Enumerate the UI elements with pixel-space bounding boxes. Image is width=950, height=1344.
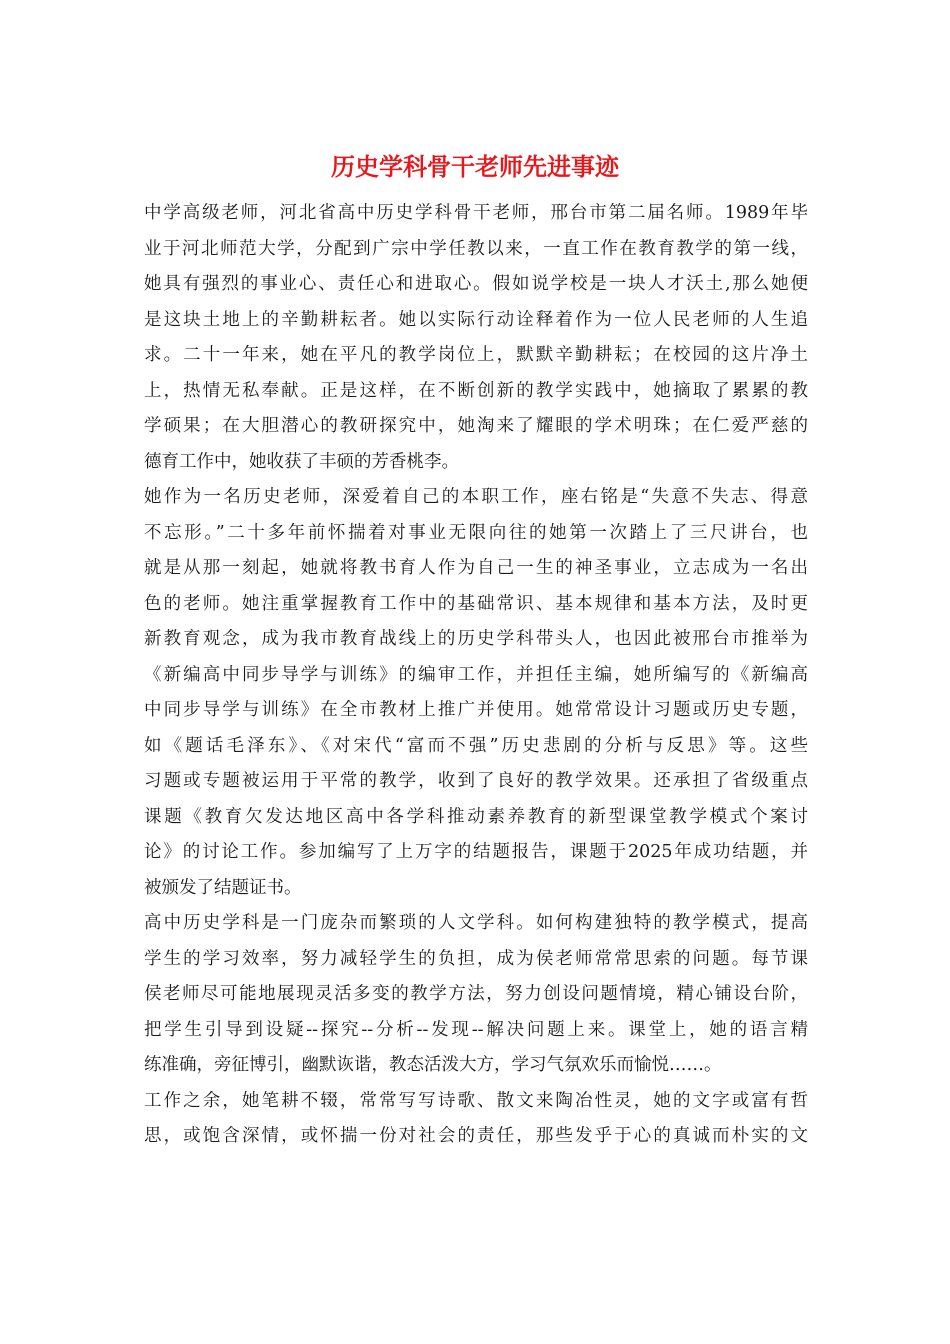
text-line: 练准确，旁征博引，幽默诙谐，教态活泼大方，学习气氛欢乐而愉悦……。 [144,1055,722,1075]
text-line: 她具有强烈的事业心、责任心和进取心。假如说学校是一块人才沃土,那么她便 [144,274,808,294]
text-line: 《新编高中同步导学与训练》的编审工作，并担任主编，她所编写的《新编高 [144,664,808,685]
text-line: 习题或专题被运用于平常的教学，收到了良好的教学效果。还承担了省级重点 [144,771,808,791]
text-line: 德育工作中，她收获了丰硕的芳香桃李。 [144,451,459,472]
text-line: 论》的讨论工作。参加编写了上万字的结题报告，课题于2025年成功结题，并 [144,842,808,862]
text-line: 是这块土地上的辛勤耕耘者。她以实际行动诠释着作为一位人民老师的人生追 [144,309,808,330]
text-line: 课题《教育欠发达地区高中各学科推动素养教育的新型课堂教学模式个案讨 [144,806,808,827]
text-line: 中同步导学与训练》在全市教材上推广并使用。她常常设计习题或历史专题， [144,700,808,720]
text-line: 不忘形。”二十多年前怀揣着对事业无限向往的她第一次踏上了三尺讲台，也 [144,522,808,543]
text-line: 就是从那一刻起，她就将教书育人作为自己一生的神圣事业，立志成为一名出 [144,558,808,578]
text-line: 工作之余，她笔耕不辍，常常写写诗歌、散文来陶冶性灵，她的文字或富有哲 [144,1090,808,1111]
text-line: 高中历史学科是一门庞杂而繁琐的人文学科。如何构建独特的教学模式，提高 [144,913,808,933]
text-line: 学硕果；在大胆潜心的教研探究中，她淘来了耀眼的学术明珠；在仁爱严慈的 [144,416,808,436]
text-line: 中学高级老师，河北省高中历史学科骨干老师，邢台市第二届名师。1989年毕 [144,203,808,223]
text-line: 上，热情无私奉献。正是这样，在不断创新的教学实践中，她摘取了累累的教 [144,380,808,401]
text-line: 新教育观念，成为我市教育战线上的历史学科带头人，也因此被邢台市推举为 [144,629,808,649]
text-line: 她作为一名历史老师，深爱着自己的本职工作，座右铭是“失意不失志、得意 [144,487,808,507]
text-line: 侯老师尽可能地展现灵活多变的教学方法，努力创设问题情境，精心铺设台阶， [144,984,808,1004]
text-line: 把学生引导到设疑--探究--分析--发现--解决问题上来。课堂上，她的语言精 [144,1019,808,1040]
text-line: 如《题话毛泽东》、《对宋代“富而不强”历史悲剧的分析与反思》等。这些 [144,735,808,756]
document-body [144,196,808,1155]
text-line: 色的老师。她注重掌握教育工作中的基础常识、基本规律和基本方法，及时更 [144,593,808,614]
document-title: 历史学科骨干老师先进事迹 [331,152,619,181]
text-line: 求。二十一年来，她在平凡的教学岗位上，默默辛勤耕耘；在校园的这片净土 [144,345,808,365]
text-line: 学生的学习效率，努力减轻学生的负担，成为侯老师常常思索的问题。每节课 [144,948,808,969]
text-line: 业于河北师范大学，分配到广宗中学任教以来，一直工作在教育教学的第一线， [144,238,808,259]
text-line: 被颁发了结题证书。 [144,877,302,898]
text-line: 思，或饱含深情，或怀揣一份对社会的责任，那些发乎于心的真诚而朴实的文 [144,1126,808,1146]
